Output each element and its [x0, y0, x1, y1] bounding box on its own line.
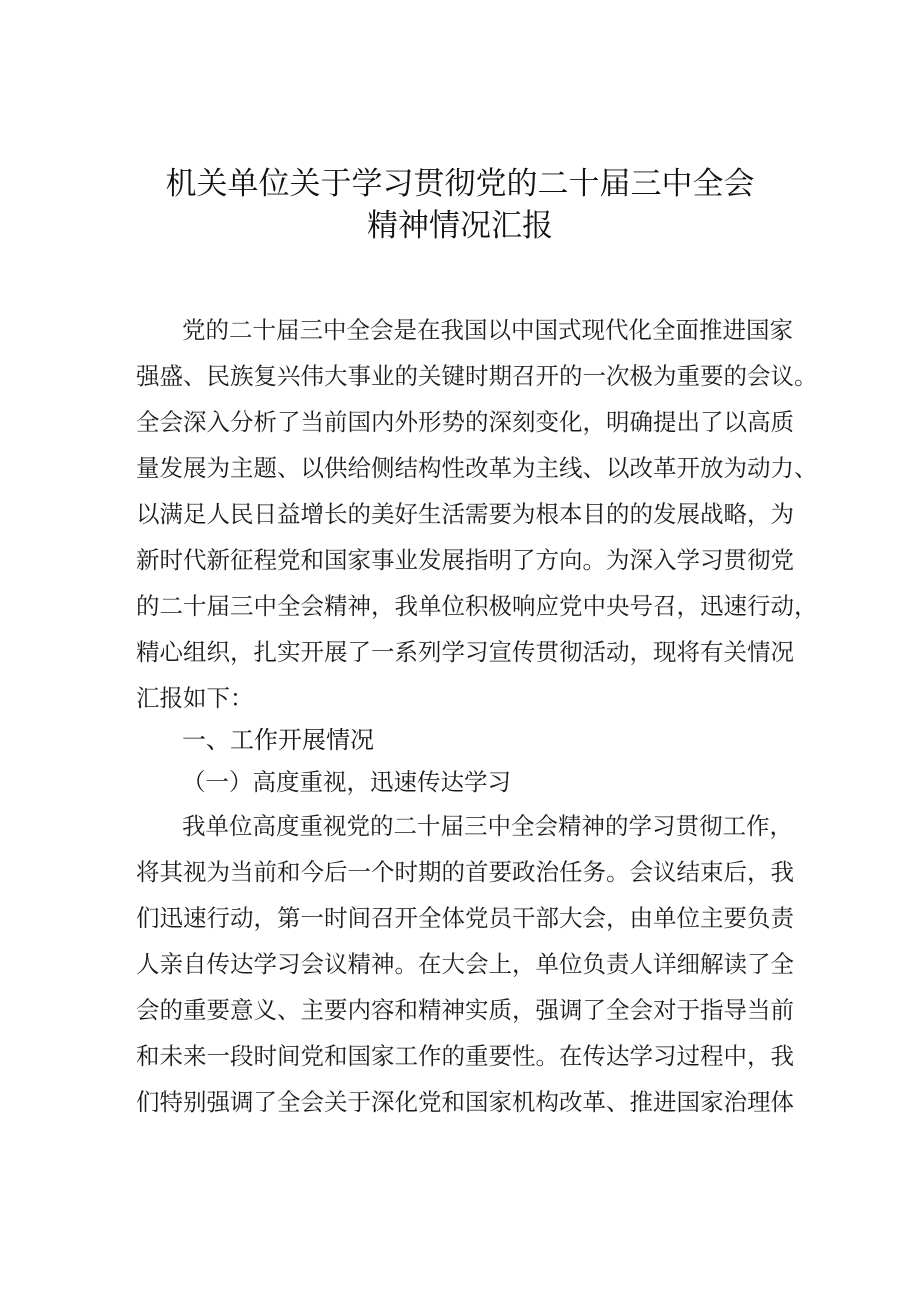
document-title-line-1: 机关单位关于学习贯彻党的二十届三中全会 — [165, 166, 755, 202]
body-line: 我单位高度重视党的二十届三中全会精神的学习贯彻工作， — [182, 812, 793, 840]
subsection-heading: （一）高度重视，迅速传达学习 — [182, 768, 511, 796]
intro-line: 以满足人民日益增长的美好生活需要为根本目的的发展战略，为 — [136, 500, 794, 528]
intro-line: 强盛、民族复兴伟大事业的关键时期召开的一次极为重要的会议。 — [136, 362, 818, 390]
intro-line: 汇报如下： — [136, 684, 254, 712]
intro-line: 量发展为主题、以供给侧结构性改革为主线、以改革开放为动力、 — [136, 454, 818, 482]
intro-line: 精心组织，扎实开展了一系列学习宣传贯彻活动，现将有关情况 — [136, 638, 794, 666]
body-line: 会的重要意义、主要内容和精神实质，强调了全会对于指导当前 — [136, 996, 794, 1024]
body-line: 们特别强调了全会关于深化党和国家机构改革、推进国家治理体 — [136, 1088, 794, 1116]
section-heading: 一、工作开展情况 — [182, 726, 374, 754]
body-line: 们迅速行动，第一时间召开全体党员干部大会，由单位主要负责 — [136, 904, 794, 932]
body-line: 将其视为当前和今后一个时期的首要政治任务。会议结束后，我 — [136, 858, 794, 886]
document-title-line-2: 精神情况汇报 — [367, 208, 553, 244]
intro-line: 的二十届三中全会精神，我单位积极响应党中央号召，迅速行动， — [136, 592, 818, 620]
intro-line: 党的二十届三中全会是在我国以中国式现代化全面推进国家 — [182, 316, 793, 344]
intro-line: 全会深入分析了当前国内外形势的深刻变化，明确提出了以高质 — [136, 408, 794, 436]
intro-line: 新时代新征程党和国家事业发展指明了方向。为深入学习贯彻党 — [136, 546, 794, 574]
body-line: 人亲自传达学习会议精神。在大会上，单位负责人详细解读了全 — [136, 950, 794, 978]
body-line: 和未来一段时间党和国家工作的重要性。在传达学习过程中，我 — [136, 1042, 794, 1070]
